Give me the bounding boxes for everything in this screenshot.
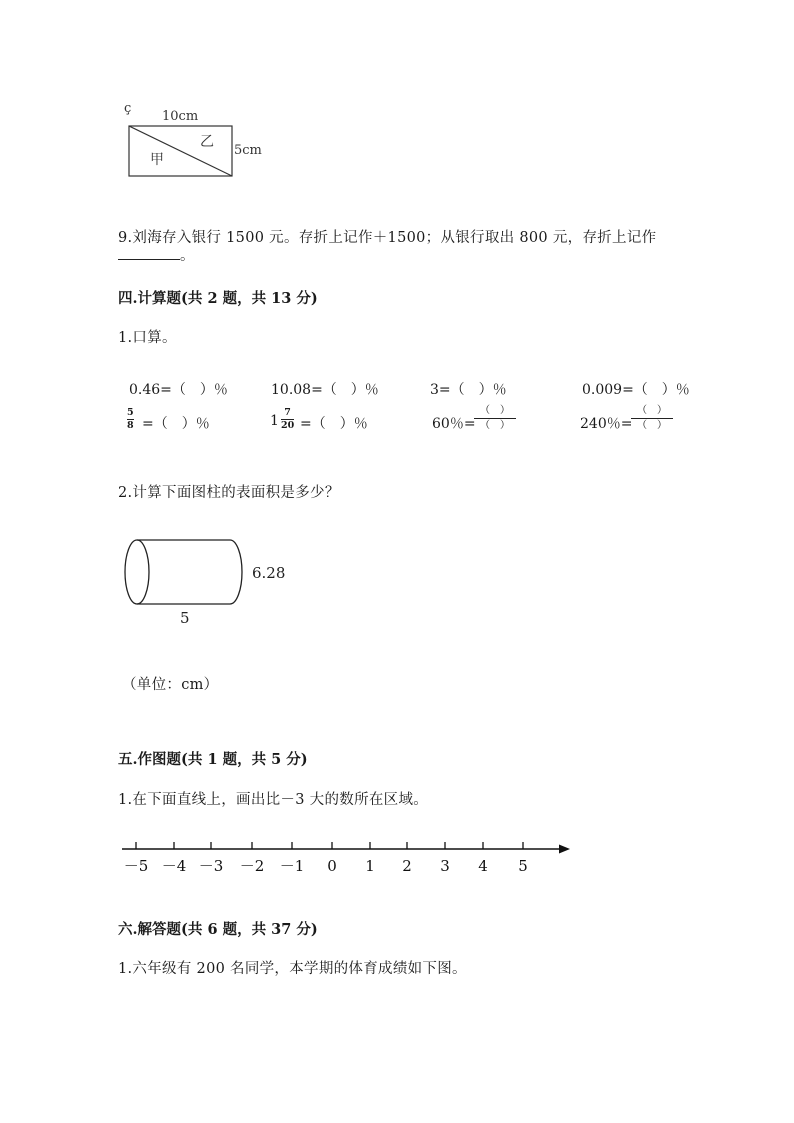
number-line [118,835,578,880]
calc-item-5-tail: =（ ）％ [142,416,210,432]
question-9-end: 。 [180,248,195,264]
arrow-right-icon [559,845,570,854]
calc-item-3: 3=（ ）％ [430,382,507,398]
fraction-5-8 [127,408,134,430]
mixed-whole: 1 [270,413,279,429]
fraction-numerator: 7 [284,407,291,418]
calc-item-6-tail: =（ ）％ [300,416,368,432]
cylinder-right-face [230,540,242,604]
calc-item-2: 10.08=（ ）％ [271,382,379,398]
number-line-label: －5 [123,857,149,875]
region-b-label: 乙 [200,134,214,150]
answer-numerator: （ ） [637,405,667,416]
number-line-label: －1 [279,857,305,875]
circumference-label: 6.28 [252,564,286,582]
pe-scores-question-title: 1.六年级有 200 名同学，本学期的体育成绩如下图。 [118,961,467,977]
number-line-label: 2 [402,857,412,875]
number-line-label: 0 [327,857,337,875]
rotated-mark: ç [124,101,132,116]
answer-fraction-8 [631,406,673,431]
number-line-label: 5 [518,857,528,875]
number-line-label: 4 [478,857,488,875]
number-line-label: 3 [440,857,450,875]
oral-calc-title: 1.口算。 [118,330,177,346]
section-5-title: 五.作图题(共 1 题，共 5 分) [118,751,308,768]
calc-item-4: 0.009=（ ）％ [582,382,690,398]
diagonal-line [129,126,232,176]
numberline-question-title: 1.在下面直线上，画出比－3 大的数所在区域。 [118,792,429,808]
answer-blank [118,245,180,260]
number-line-label: 1 [365,857,375,875]
number-line-label: －2 [239,857,265,875]
question-9-answer-line [118,244,195,265]
section-6-title: 六.解答题(共 6 题，共 37 分) [118,921,318,938]
cylinder-figure [118,530,298,630]
fraction-numerator: 5 [127,407,134,418]
question-9-text: 9.刘海存入银行 1500 元。存折上记作＋1500；从银行取出 800 元，存折上记作 [118,230,657,246]
cylinder-question-title: 2.计算下面图柱的表面积是多少？ [118,485,340,501]
calc-item-8-left: 240％= [580,416,633,432]
answer-fraction-7 [474,406,516,431]
fraction-7-20 [281,408,294,430]
section-4-title: 四.计算题(共 2 题，共 13 分) [118,290,318,307]
unit-note: （单位：cm） [122,677,219,693]
region-a-label: 甲 [150,152,164,168]
number-line-label: －4 [161,857,187,875]
answer-numerator: （ ） [480,405,510,416]
rectangle-figure [118,96,278,186]
rect-side-label: 5cm [234,143,262,158]
number-line-label: －3 [198,857,224,875]
fraction-denominator: 20 [281,419,295,431]
calc-item-7-left: 60％= [432,416,476,432]
calc-item-1: 0.46=（ ）％ [129,382,228,398]
rect-top-label: 10cm [162,109,199,124]
answer-denominator: （ ） [480,420,510,431]
answer-denominator: （ ） [637,420,667,431]
cylinder-left-face [125,540,149,604]
fraction-denominator: 8 [127,419,134,431]
length-label: 5 [180,609,190,627]
